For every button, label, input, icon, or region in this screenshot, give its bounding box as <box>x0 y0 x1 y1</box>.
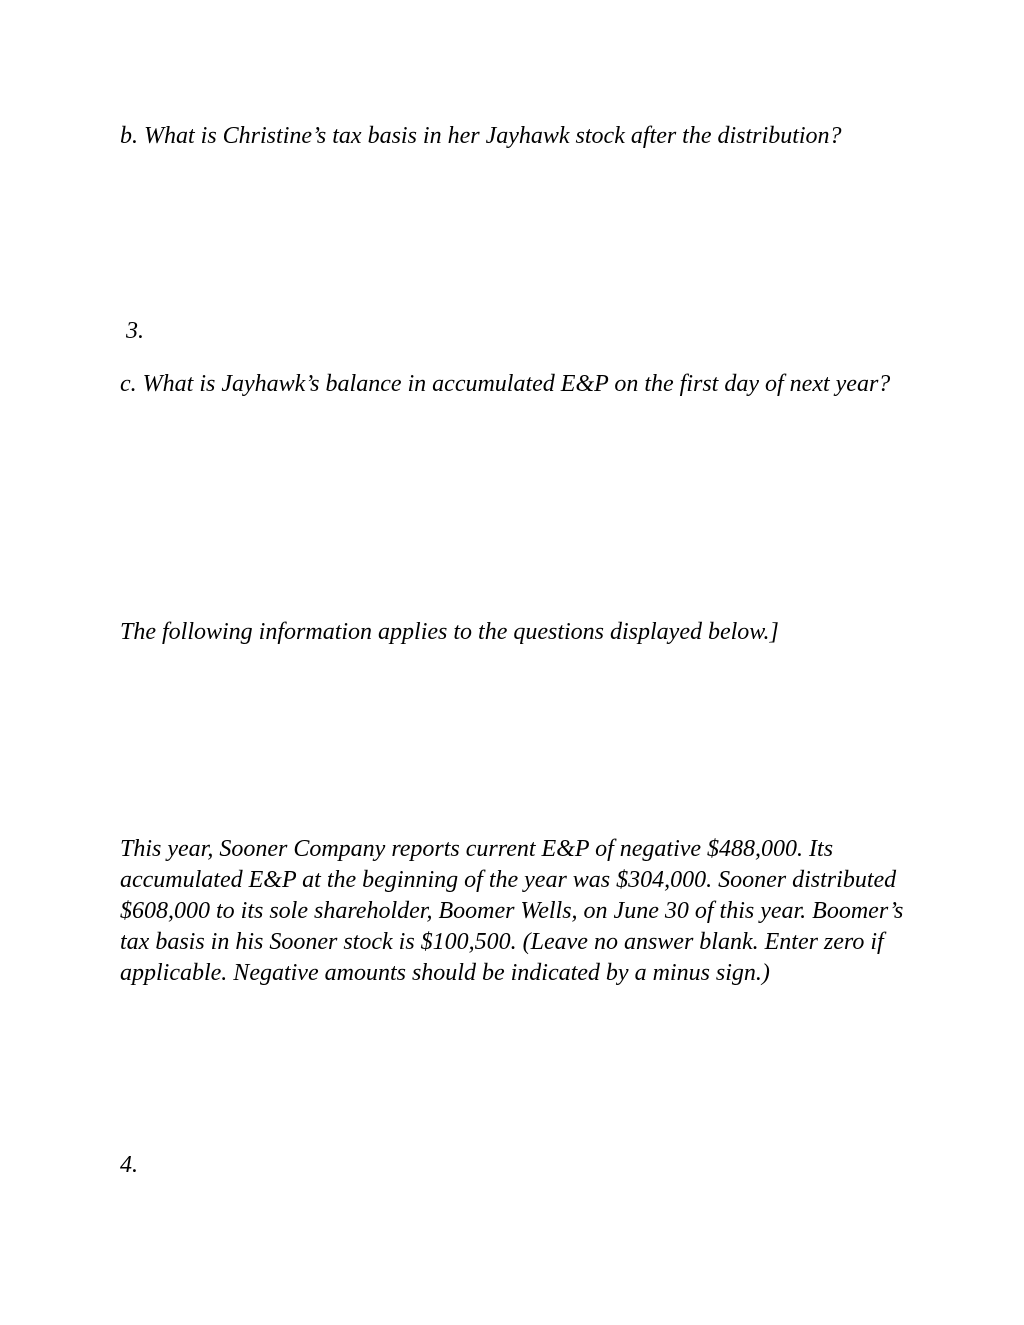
question-number-4: 4. <box>120 1152 138 1178</box>
scenario-paragraph: This year, Sooner Company reports current E&P of negative $488,000. Its accumulated E&P at the beginning of the year was $304,000. Sooner distributed $608,000 to its sole shareholder, Boomer Wells, on June 30 of this year. Boomer’s tax basis in his Sooner stock is $100,500. (Leave no answer blank. Enter zero if applicable. Negative amounts should be indicated by a minus sign.) <box>120 836 904 986</box>
info-line: The following information applies to the questions displayed below.] <box>120 619 779 645</box>
question-number-3: 3. <box>126 318 144 344</box>
question-c-text: c. What is Jayhawk’s balance in accumulated E&P on the first day of next year? <box>120 371 891 397</box>
question-b-text: b. What is Christine’s tax basis in her Jayhawk stock after the distribution? <box>120 123 842 149</box>
